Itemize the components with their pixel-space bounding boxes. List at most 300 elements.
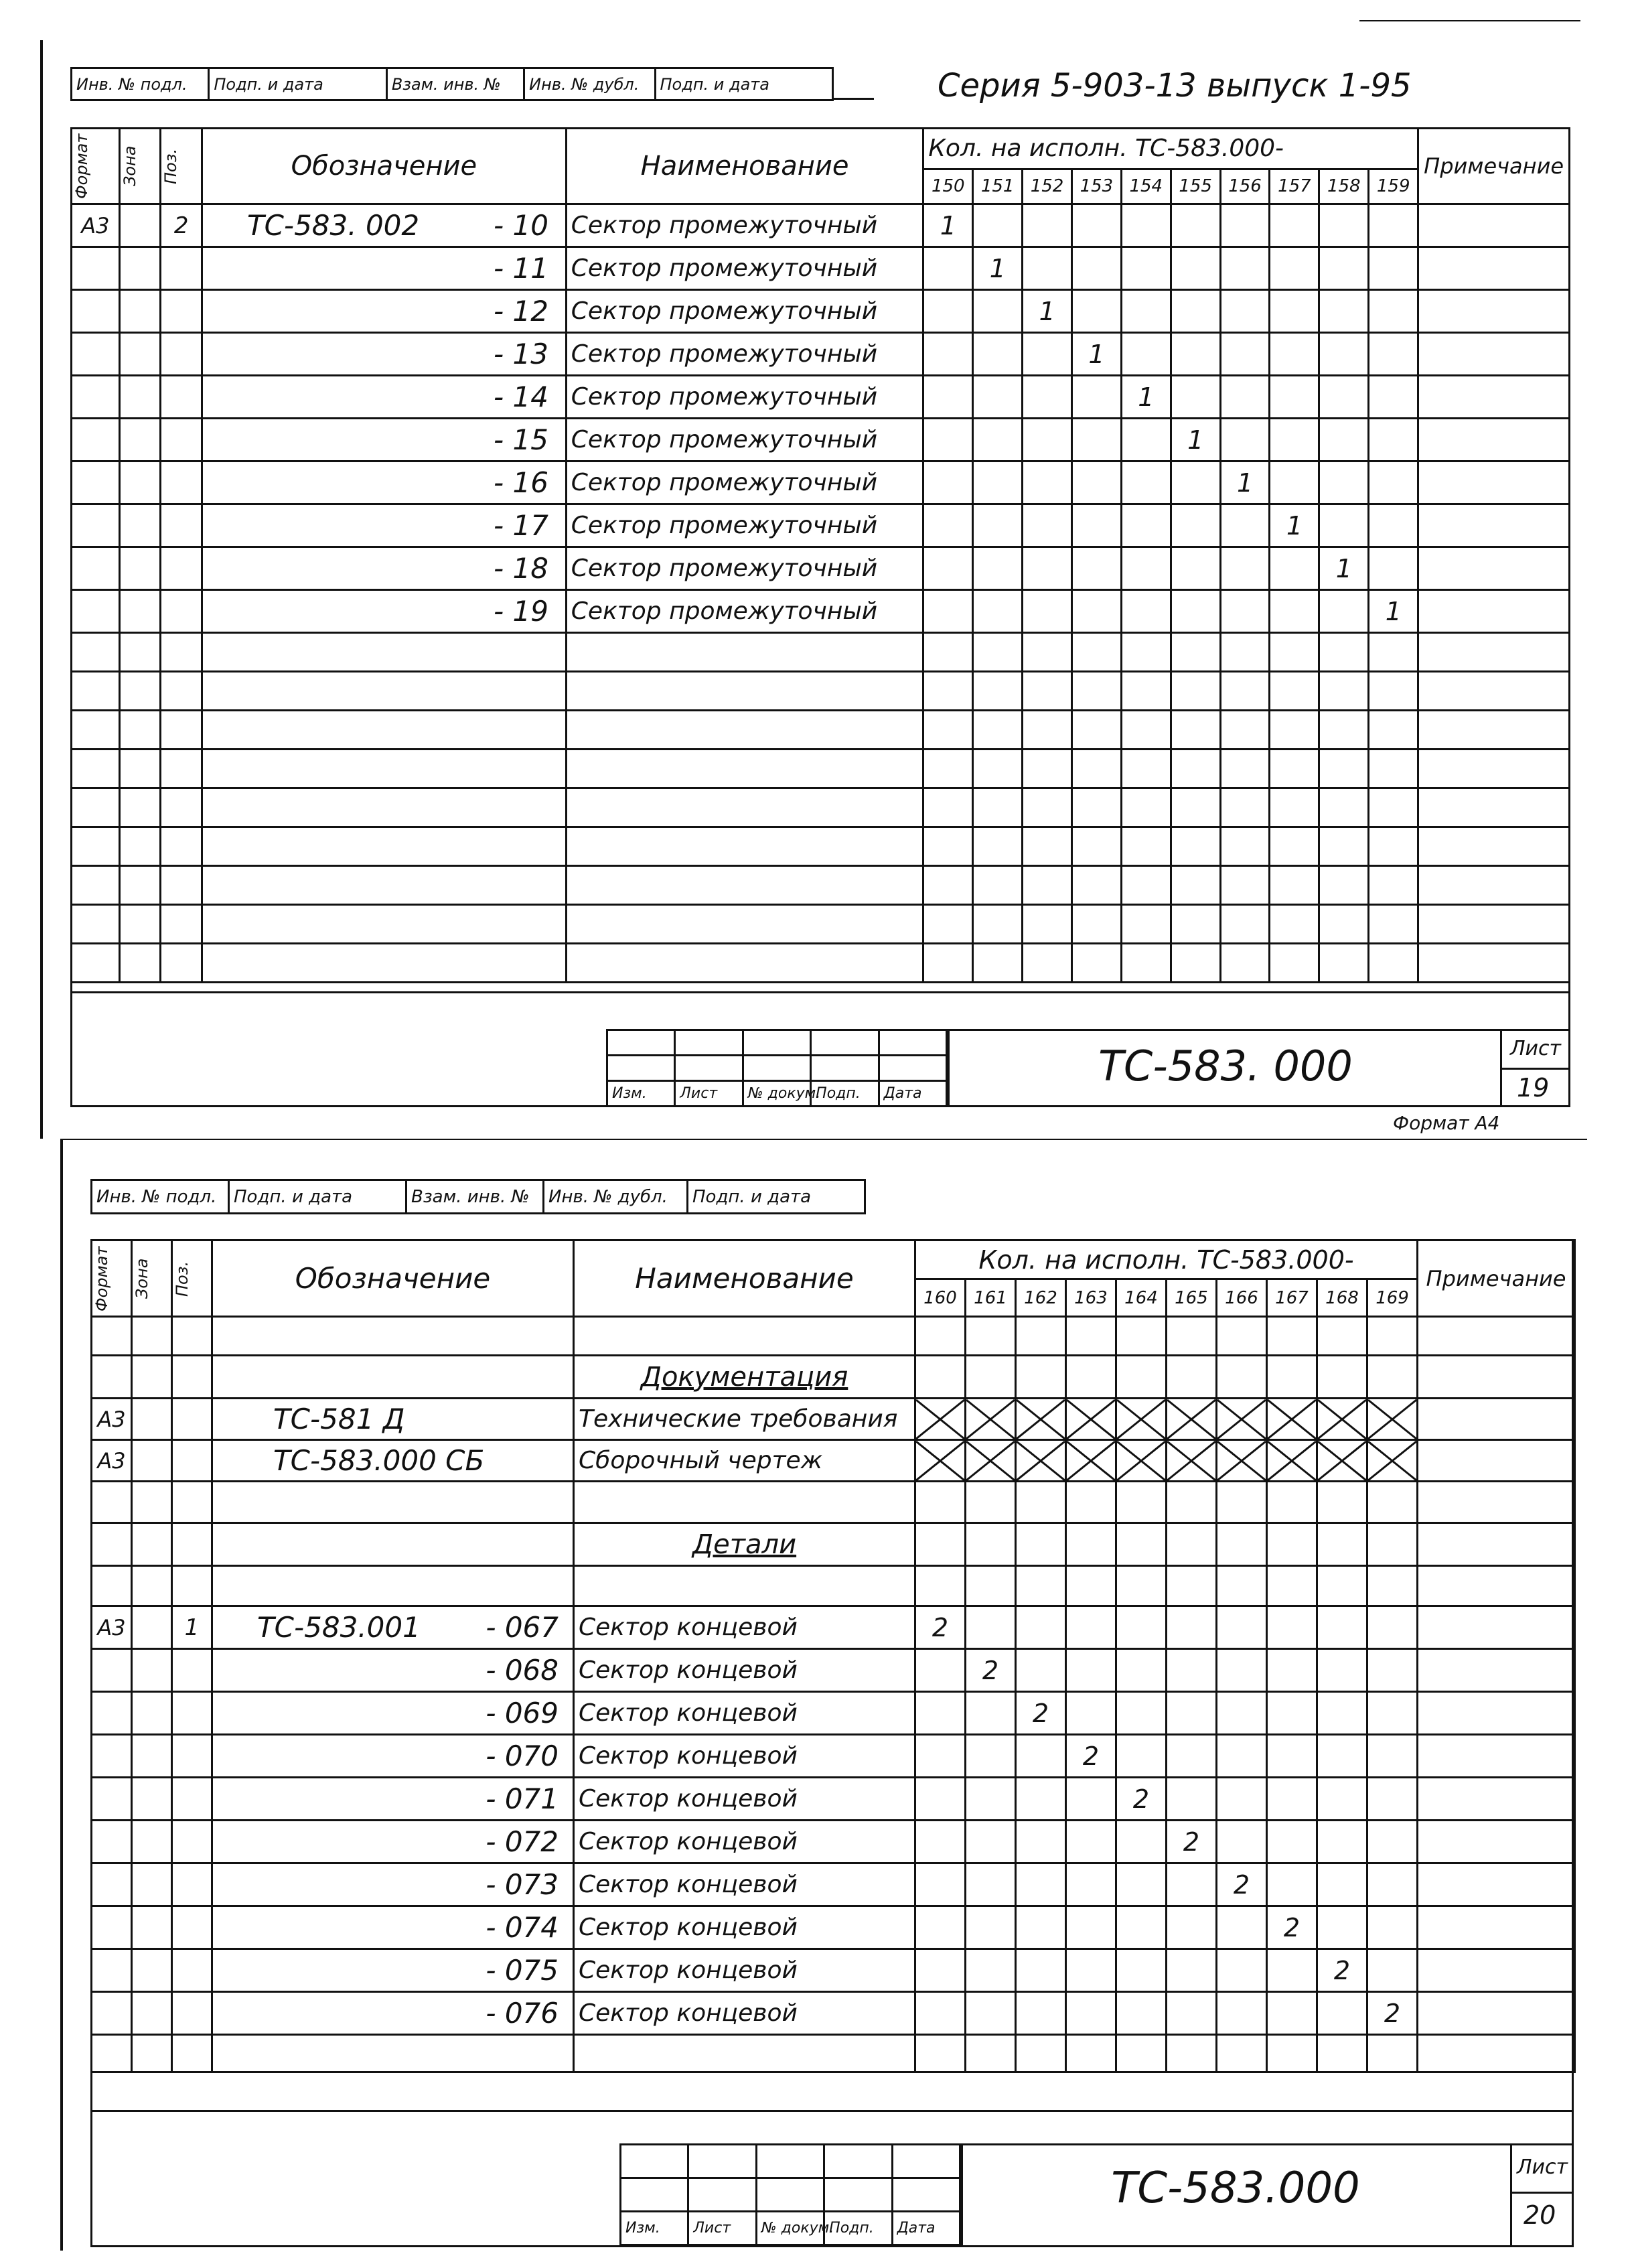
col-format-header: Формат [72,129,120,204]
designation-suffix: - 12 [494,295,548,328]
qty-cell [1267,1606,1317,1649]
variant-header: 167 [1267,1279,1317,1317]
row-designation [212,1735,574,1778]
spec-table-sheet-19 [70,127,1570,983]
table-row [92,1440,1575,1482]
stamp-label: Лист [688,2212,756,2245]
qty-cell [1217,1821,1267,1863]
cross-mark [966,1441,1015,1480]
blank-cell [1418,711,1570,750]
designation-base: ТС-583. 002 [246,209,420,242]
qty-cell [1071,290,1121,333]
row-format [92,1778,132,1821]
qty-cell [1016,1906,1066,1949]
blank-cell [923,905,973,944]
blank-cell [1116,1317,1167,1356]
qty-cell [1267,1735,1317,1778]
col-pos-header: Поз. [172,1241,212,1317]
row-name: Сектор промежуточный [566,504,923,547]
row-name: Сектор промежуточный [566,376,923,419]
not-applicable-cell [1217,1399,1267,1440]
blank-cell [966,1317,1016,1356]
note-cell [1418,504,1570,547]
stamp-label: Дата [879,1081,946,1107]
qty-cell [1121,462,1171,504]
qty-cell: 1 [1121,376,1171,419]
qty-cell [1116,1692,1167,1735]
designation-suffix: - 13 [494,338,548,370]
note-cell [1418,1735,1575,1778]
designation-suffix: - 074 [486,1911,559,1944]
qty-cell [1369,547,1418,590]
row-format [72,462,120,504]
row-pos [172,1949,212,1992]
row-format [92,1949,132,1992]
cross-mark [916,1400,964,1439]
blank-cell [1066,1482,1116,1523]
row-format [72,333,120,376]
qty-cell [1171,376,1220,419]
qty-cell [1066,1778,1116,1821]
blank-cell [1220,711,1270,750]
qty-cell [1319,504,1369,547]
variant-header: 154 [1121,169,1171,204]
not-applicable-cell [1317,1399,1367,1440]
qty-cell [1016,1992,1066,2035]
blank-cell [202,711,566,750]
blank-cell [1270,866,1319,905]
cross-mark [1368,1400,1416,1439]
blank-cell [1367,1317,1418,1356]
qty-cell [1171,590,1220,633]
qty-cell [1217,1949,1267,1992]
row-designation [202,504,566,547]
blank-cell [1167,1566,1217,1606]
section-heading: Детали [574,1523,915,1566]
qty-cell [1217,1606,1267,1649]
qty-cell [1167,1906,1217,1949]
qty-cell [1023,376,1072,419]
not-applicable-cell [1217,1440,1267,1482]
designation-suffix: - 18 [494,552,548,585]
note-cell [1418,376,1570,419]
blank-cell [1418,905,1570,944]
variant-header: 156 [1220,169,1270,204]
qty-cell: 1 [1071,333,1121,376]
blank-cell [1220,788,1270,827]
blank-cell [92,1356,132,1399]
row-format [92,1821,132,1863]
row-zone [132,1692,172,1735]
blank-cell [172,2035,212,2072]
not-applicable-cell [1267,1399,1317,1440]
frame-right [1568,127,1570,1105]
blank-cell [915,2035,966,2072]
blank-cell [1319,711,1369,750]
sheet-box-mid [1510,2192,1574,2194]
approval-strip [90,1179,866,1214]
blank-cell [973,750,1023,788]
variant-header: 155 [1171,169,1220,204]
note-cell [1418,1906,1575,1949]
row-pos [172,1692,212,1735]
qty-cell: 2 [1217,1863,1267,1906]
blank-cell [1418,633,1570,672]
qty-cell [1367,1735,1418,1778]
blank-cell [202,944,566,983]
blank-cell [1023,750,1072,788]
qty-cell: 1 [1171,419,1220,462]
blank-cell [132,1317,172,1356]
row-designation [202,376,566,419]
note-cell [1418,1440,1575,1482]
blank-cell [1167,1482,1217,1523]
col-format-header: Формат [92,1241,132,1317]
qty-cell [966,1949,1016,1992]
row-zone [119,333,161,376]
row-name: Сектор промежуточный [566,290,923,333]
qty-cell [1267,1649,1317,1692]
qty-cell [1317,1821,1367,1863]
qty-cell [1270,590,1319,633]
col-note-header: Примечание [1418,129,1570,204]
blank-cell [92,1317,132,1356]
qty-cell [1023,333,1072,376]
col-zone-header: Зона [132,1241,172,1317]
row-designation: ТС-581 Д [212,1399,574,1440]
qty-cell: 2 [915,1606,966,1649]
qty-cell [1066,1356,1116,1399]
blank-cell [923,711,973,750]
blank-cell [1121,672,1171,711]
qty-cell [1167,1778,1217,1821]
qty-cell [1071,547,1121,590]
row-zone [119,204,161,247]
qty-cell [973,333,1023,376]
row-format [92,1735,132,1778]
row-name: Сектор концевой [574,1606,915,1649]
qty-cell [1220,547,1270,590]
qty-cell [1171,462,1220,504]
row-designation [202,290,566,333]
spec-table-sheet-20 [90,1239,1576,2073]
table-row [92,1566,1575,1606]
row-name: Сектор промежуточный [566,590,923,633]
qty-cell [1220,204,1270,247]
row-name: Сектор концевой [574,1863,915,1906]
row-name: Сектор концевой [574,1692,915,1735]
blank-cell [132,1482,172,1523]
blank-cell [973,905,1023,944]
qty-cell [1367,1906,1418,1949]
blank-cell [1369,711,1418,750]
cross-mark [1117,1400,1165,1439]
blank-cell [1369,866,1418,905]
row-name: Сектор промежуточный [566,204,923,247]
qty-cell [915,1906,966,1949]
qty-cell [1317,1692,1367,1735]
variant-header: 150 [923,169,973,204]
note-cell [1418,1523,1575,1566]
table-row [72,827,1570,866]
table-row [72,290,1570,333]
row-designation [212,1778,574,1821]
blank-cell [202,750,566,788]
row-zone [132,1606,172,1649]
note-cell [1418,247,1570,290]
qty-cell [1071,504,1121,547]
note-cell [1418,1649,1575,1692]
qty-cell [1016,1606,1066,1649]
qty-cell [1066,1692,1116,1735]
table-row [92,1649,1575,1692]
blank-cell [923,944,973,983]
blank-cell [1270,788,1319,827]
blank-cell [1171,750,1220,788]
qty-cell [1270,376,1319,419]
blank-cell [566,905,923,944]
table-row [72,376,1570,419]
blank-cell [1319,750,1369,788]
blank-cell [72,633,120,672]
qty-cell [923,462,973,504]
variant-header: 153 [1071,169,1121,204]
qty-cell [966,1692,1016,1735]
variant-header: 159 [1369,169,1418,204]
blank-cell [1317,2035,1367,2072]
qty-cell [1167,1606,1217,1649]
row-designation [202,590,566,633]
approval-field: Взам. инв. № [386,68,524,100]
variant-header: 164 [1116,1279,1167,1317]
qty-cell [1317,1649,1367,1692]
approval-field: Инв. № дубл. [544,1180,688,1214]
qty-cell [1171,333,1220,376]
row-designation [212,1949,574,1992]
note-cell [1418,419,1570,462]
table-row [72,462,1570,504]
col-zone-header: Зона [119,129,161,204]
note-cell [1418,1992,1575,2035]
blank-cell [119,672,161,711]
qty-cell [915,1863,966,1906]
blank-cell [161,788,202,827]
designation-suffix: - 19 [494,595,548,628]
blank-cell [1319,633,1369,672]
qty-cell [1121,247,1171,290]
blank-cell [172,1566,212,1606]
blank-cell [1071,711,1121,750]
blank-cell [132,1523,172,1566]
blank-cell [1217,1482,1267,1523]
blank-cell [1220,944,1270,983]
blank-cell [1071,750,1121,788]
col-note-header: Примечание [1418,1241,1575,1317]
qty-cell [1171,547,1220,590]
qty-cell [1116,1523,1167,1566]
blank-cell [1071,827,1121,866]
stamp-label: № докум. [756,2212,824,2245]
qty-cell [1121,504,1171,547]
stamp-top [619,2143,1574,2145]
qty-cell [915,1356,966,1399]
stamp-top [606,1029,1570,1031]
qty-cell [1116,1356,1167,1399]
note-cell [1418,204,1570,247]
left-binding-line [40,40,43,1139]
qty-cell [1367,1649,1418,1692]
qty-cell [973,419,1023,462]
blank-cell [172,1317,212,1356]
qty-cell [1270,333,1319,376]
qty-cell [1066,1523,1116,1566]
qty-cell [1023,204,1072,247]
blank-cell [973,672,1023,711]
qty-cell [1270,290,1319,333]
blank-cell [1369,633,1418,672]
table-row [92,1399,1575,1440]
blank-cell [1270,944,1319,983]
qty-cell [1171,290,1220,333]
row-zone [119,247,161,290]
qty-cell [1016,1778,1066,1821]
qty-cell [966,1992,1016,2035]
row-format [72,590,120,633]
blank-cell [72,711,120,750]
blank-cell [915,1482,966,1523]
qty-cell [1217,1649,1267,1692]
qty-cell [1023,419,1072,462]
designation-suffix: - 067 [486,1611,559,1644]
qty-cell [1317,1735,1367,1778]
blank-cell [161,827,202,866]
row-name: Сектор концевой [574,1649,915,1692]
row-pos [161,590,202,633]
qty-cell [915,1949,966,1992]
qty-cell [966,1906,1016,1949]
row-pos [172,1821,212,1863]
sheet-divider [60,1139,1587,1140]
variant-header: 166 [1217,1279,1267,1317]
approval-field: Подп. и дата [229,1180,406,1214]
blank-cell [1023,866,1072,905]
row-pos: 1 [172,1606,212,1649]
blank-cell [1367,1482,1418,1523]
qty-cell [973,590,1023,633]
qty-cell [1220,504,1270,547]
qty-cell: 1 [1220,462,1270,504]
blank-cell [1418,672,1570,711]
qty-cell [1317,1992,1367,2035]
qty-cell [1220,419,1270,462]
blank-cell [574,2035,915,2072]
row-designation [212,1649,574,1692]
row-format [92,1863,132,1906]
variant-header: 158 [1319,169,1369,204]
col-designation-header: Обозначение [212,1241,574,1317]
qty-cell [973,504,1023,547]
row-format [92,1992,132,2035]
not-applicable-cell [1116,1399,1167,1440]
col-designation-header: Обозначение [202,129,566,204]
row-designation [202,247,566,290]
row-designation [212,1606,574,1649]
blank-cell [966,2035,1016,2072]
blank-cell [1317,1482,1367,1523]
qty-cell [1121,290,1171,333]
blank-cell [119,905,161,944]
cross-mark [1017,1400,1065,1439]
row-pos [172,1778,212,1821]
blank-cell [973,866,1023,905]
blank-cell [119,711,161,750]
blank-cell [132,1566,172,1606]
table-row [72,711,1570,750]
row-pos [161,419,202,462]
cross-mark [1017,1441,1065,1480]
table-row [72,333,1570,376]
qty-cell: 2 [1066,1735,1116,1778]
table-row [72,504,1570,547]
blank-cell [212,1356,574,1399]
row-name: Сектор промежуточный [566,247,923,290]
qty-cell [1270,547,1319,590]
blank-cell [923,788,973,827]
blank-cell [72,672,120,711]
blank-cell [1121,750,1171,788]
cross-mark [1268,1400,1316,1439]
qty-cell [1317,1906,1367,1949]
blank-cell [915,1566,966,1606]
qty-cell [1319,419,1369,462]
note-cell [1418,462,1570,504]
qty-cell: 1 [1023,290,1072,333]
not-applicable-cell [915,1440,966,1482]
qty-cell: 2 [966,1649,1016,1692]
blank-cell [202,866,566,905]
qty-group-header: Кол. на исполн. ТС-583.000- [915,1241,1418,1279]
qty-cell [1367,1356,1418,1399]
approval-field: Инв. № подл. [92,1180,229,1214]
designation-suffix: - 14 [494,380,548,413]
qty-cell [1367,1949,1418,1992]
blank-cell [212,1317,574,1356]
table-row [72,944,1570,983]
blank-cell [1270,633,1319,672]
qty-cell [1116,1906,1167,1949]
blank-cell [1418,788,1570,827]
cross-mark [1268,1441,1316,1480]
blank-cell [1418,1566,1575,1606]
qty-cell [1369,290,1418,333]
qty-cell [1319,376,1369,419]
table-row [72,590,1570,633]
change-stamp [606,1029,948,1107]
row-designation [202,547,566,590]
blank-cell [1369,750,1418,788]
qty-cell [1071,247,1121,290]
row-name: Сектор концевой [574,1906,915,1949]
blank-cell [1220,866,1270,905]
blank-cell [1220,633,1270,672]
blank-cell [132,2035,172,2072]
cross-mark [1117,1441,1165,1480]
blank-cell [1071,633,1121,672]
blank-cell [923,633,973,672]
blank-cell [1369,827,1418,866]
qty-cell [1066,1949,1116,1992]
blank-cell [566,633,923,672]
